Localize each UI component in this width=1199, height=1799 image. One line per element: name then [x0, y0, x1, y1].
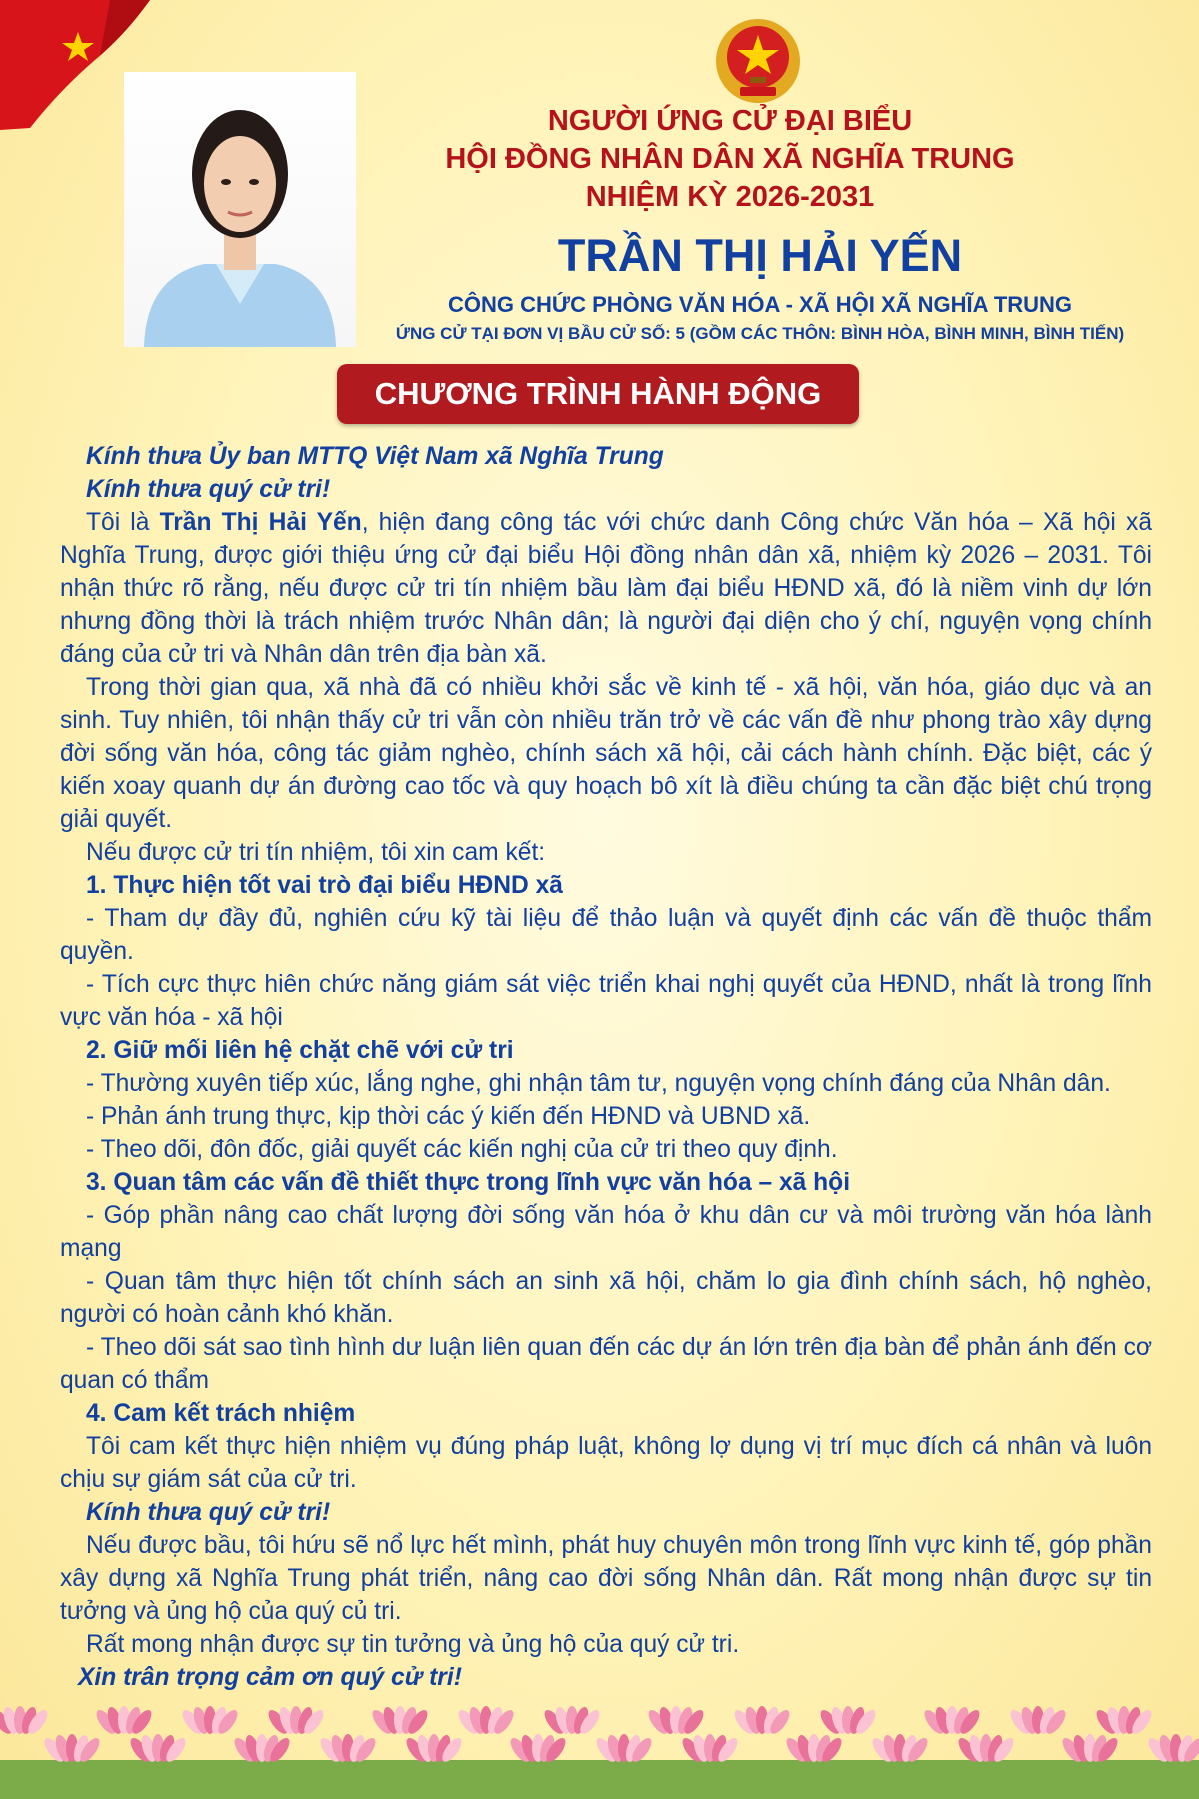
lotus-flower-icon: [731, 1705, 793, 1736]
intro-text: , hiện đang công tác với chức danh Công chức Văn hóa – Xã hội xã Nghĩa Trung, được giới thiệu ứng cử đại biểu Hội đồng nhân dân xã, nhiệm kỳ 2026 – 2031. Tôi nhận thức rõ rằng, nếu được cử tri tín nhiệm bầu làm đại biểu HĐND xã, đó là niềm vinh dự lớn nhưng đồng thời là trách nhiệm trước Nhân dân; là người đại diện cho ý chí, nguyện vọng chính đáng của cử tri và Nhân dân trên địa bàn xã.: [60, 509, 1152, 668]
lotus-flower-icon: [93, 1705, 155, 1736]
section-1-title: 1. Thực hiện tốt vai trò đại biểu HĐND xã: [86, 872, 563, 899]
lotus-flower-icon: [921, 1705, 983, 1736]
intro-prefix: Tôi là: [86, 509, 160, 536]
section-3-title: 3. Quan tâm các vấn đề thiết thực trong lĩnh vực văn hóa – xã hội: [86, 1169, 851, 1196]
lotus-flower-icon: [817, 1705, 879, 1736]
thanks-line: Xin trân trọng cảm ơn quý cử tri!: [78, 1664, 462, 1691]
greeting-committee: Kính thưa Ủy ban MTTQ Việt Nam xã Nghĩa Trung: [86, 443, 664, 470]
section-2-item-1: - Thường xuyên tiếp xúc, lắng nghe, ghi nhận tâm tư, nguyện vọng chính đáng của Nhân dân.: [86, 1070, 1111, 1097]
greeting-voters-closing: Kính thưa quý cử tri!: [86, 1499, 331, 1526]
greeting-voters: Kính thưa quý cử tri!: [86, 476, 331, 503]
lotus-flower-icon: [369, 1705, 431, 1736]
closing-paragraph: Nếu được bầu, tôi hứu sẽ nổ lực hết mình, phát huy chuyên môn trong lĩnh vực kinh tế, góp phần xây dựng xã Nghĩa Trung phát triển, nâng cao đời sống Nhân dân. Rất mong nhận được sự tin tưởng và ủng hộ của quý củ tri.: [60, 1532, 1152, 1625]
candidate-name: TRẦN THỊ HẢI YẾN: [557, 230, 963, 281]
intro-candidate-name: Trần Thị Hải Yến: [159, 509, 362, 536]
section-2-title: 2. Giữ mối liên hệ chặt chẽ với cử tri: [86, 1037, 514, 1064]
lotus-flower-icon: [455, 1705, 517, 1736]
candidate-position: CÔNG CHỨC PHÒNG VĂN HÓA - XÃ HỘI XÃ NGHĨA TRUNG: [447, 292, 1073, 317]
program-title-banner: CHƯƠNG TRÌNH HÀNH ĐỘNG: [337, 364, 859, 424]
lotus-flower-border: [0, 1690, 1199, 1799]
header-line-3: NHIỆM KỲ 2026-2031: [585, 181, 875, 213]
candidate-photo: [124, 72, 356, 347]
section-1-item-1: - Tham dự đầy đủ, nghiên cứu kỹ tài liệu để thảo luận và quyết định các vấn đề thuộc thẩm quyền.: [60, 905, 1152, 965]
lotus-flower-icon: [0, 1705, 51, 1736]
section-3-item-3: - Theo dõi sát sao tình hình dư luận liên quan đến các dự án lớn trên địa bàn để phản ánh đến cơ quan có thẩm: [60, 1334, 1152, 1394]
section-1-item-2: - Tích cực thực hiên chức năng giám sát việc triển khai nghị quyết của HĐND, nhất là trong lĩnh vực văn hóa - xã hội: [60, 971, 1152, 1031]
section-3-item-2: - Quan tâm thực hiện tốt chính sách an sinh xã hội, chăm lo gia đình chính sách, hộ nghèo, người có hoàn cảnh khó khăn.: [60, 1268, 1152, 1328]
lotus-flower-icon: [1093, 1705, 1155, 1736]
action-program-content: [60, 440, 1152, 1694]
lotus-flower-icon: [1007, 1705, 1069, 1736]
lotus-flower-icon: [541, 1705, 603, 1736]
section-3-item-1: - Góp phần nâng cao chất lượng đời sống văn hóa ở khu dân cư và môi trường văn hóa lành mạng: [60, 1202, 1152, 1262]
lotus-flower-icon: [179, 1705, 241, 1736]
closing-appeal: Rất mong nhận được sự tin tưởng và ủng hộ của quý cử tri.: [86, 1631, 740, 1658]
lotus-flowers: [0, 1705, 1199, 1764]
national-emblem-icon: [710, 15, 806, 111]
electoral-district: ỨNG CỬ TẠI ĐƠN VỊ BẦU CỬ SỐ: 5 (GỒM CÁC THÔN: BÌNH HÒA, BÌNH MINH, BÌNH TIẾN): [395, 324, 1125, 343]
section-4-text: Tôi cam kết thực hiện nhiệm vụ đúng pháp luật, không lợ dụng vị trí mục đích cá nhân và luôn chịu sự giám sát của cử tri.: [60, 1433, 1152, 1493]
section-4-title: 4. Cam kết trách nhiệm: [86, 1400, 356, 1427]
lotus-flower-icon: [645, 1705, 707, 1736]
commitment-intro: Nếu được cử tri tín nhiệm, tôi xin cam kết:: [86, 839, 546, 866]
section-2-item-3: - Theo dõi, đôn đốc, giải quyết các kiến nghị của cử tri theo quy định.: [86, 1136, 838, 1163]
situation-paragraph: Trong thời gian qua, xã nhà đã có nhiều khởi sắc về kinh tế - xã hội, văn hóa, giáo dục và an sinh. Tuy nhiên, tôi nhận thấy cử tri vẫn còn nhiều trăn trở về các vấn đề như phong trào xây dựng đời sống văn hóa, công tác giảm nghèo, chính sách xã hội, cải cách hành chính. Đặc biệt, các ý kiến xoay quanh dự án đường cao tốc và quy hoạch bô xít là điều chúng ta cần đặc biệt chú trọng giải quyết.: [60, 674, 1152, 833]
header-line-1: NGƯỜI ỨNG CỬ ĐẠI BIỂU: [547, 105, 913, 137]
intro-paragraph: [60, 506, 1152, 671]
header-line-2: HỘI ĐỒNG NHÂN DÂN XÃ NGHĨA TRUNG: [445, 143, 1015, 175]
lotus-flower-icon: [265, 1705, 327, 1736]
section-2-item-2: - Phản ánh trung thực, kịp thời các ý kiến đến HĐND và UBND xã.: [86, 1103, 811, 1130]
